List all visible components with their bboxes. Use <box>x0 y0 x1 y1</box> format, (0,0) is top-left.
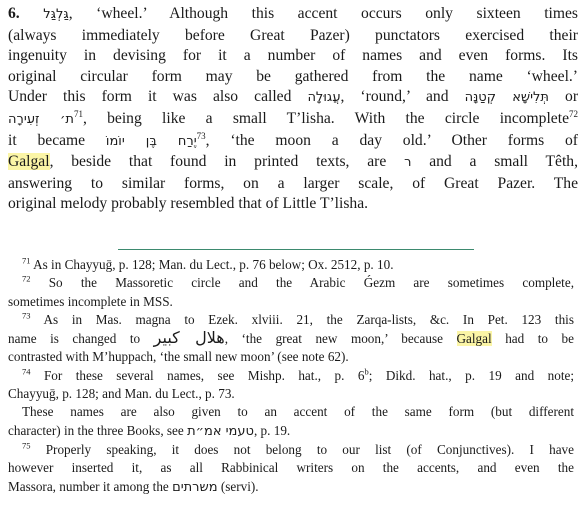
main-line-4: original circular form may be gathered from the name ‘wheel.’ <box>8 67 578 85</box>
footnote-75: $^{75}$ Properly speaking, it does not belong to our list (of Conjunctives). I have however inserted it, as all Rabbinical writers on the accents, and even the Massora, number it among the משרתים (servi). <box>8 440 574 495</box>
main-line-3: ingenuity in devising for it a number of names and even forms. Its <box>8 47 578 65</box>
hebrew-three-books: טעמי אמ״ת <box>187 423 254 439</box>
footnote-74-continued: These names are also given to an accent of the same form (but different character) in the three Books, see טעמי אמ״ת, p. 19. <box>8 404 574 439</box>
accent-sign-icon: ר <box>404 155 412 171</box>
main-line-9: answering to similar forms, on a larger scale, of Great Pazer. The <box>8 174 578 192</box>
arabic-great-new-moon: هلال كبير <box>153 328 225 348</box>
highlight-galgal-2: Galgal <box>456 331 492 347</box>
main-line-6: ת׳ זְעִירָה$^{71}$, being like a small T’lisha. With the circle incomplete$^{72}$ <box>8 108 578 127</box>
main-line-1: 6. גַּלְגַּל, ‘wheel.’ Although this accent occurs only sixteen times <box>8 5 578 22</box>
hebrew-servi: משרתים <box>172 479 218 495</box>
highlight-galgal-1: Galgal <box>8 153 50 171</box>
hebrew-round: עֲגוּלָה <box>307 90 341 106</box>
hebrew-galgal: גַּלְגַּל <box>43 7 69 22</box>
main-paragraph <box>8 4 578 215</box>
footnote-divider <box>118 249 474 250</box>
section-number: 6. <box>8 5 20 22</box>
footnote-73: $^{73}$ As in Mas. magna to Ezek. xlviii. 21, the Zarqa-lists, &c. In Pet. 123 this name is changed to هلال كبير, ‘the great new moon,’ because Galgal had to be contrasted with M’huppach, ‘the small new moon’ (see note 62). <box>8 310 574 365</box>
hebrew-small-tlisha: תְּלִישָׁא קְטַנָּה <box>464 90 549 106</box>
main-line-10: original melody probably resembled that of Little T’lisha. <box>8 195 369 213</box>
hebrew-moon-day: יֶרַח בֶּן יוֹמוֹ <box>105 133 197 149</box>
main-line-8: Galgal, beside that found in printed texts, are ר and a small Têth, <box>8 152 578 174</box>
main-line-2: (always immediately before Great Pazer) punctators exercised their <box>8 26 578 44</box>
footnote-72: $^{72}$ So the Massoretic circle and the Arabic Ǵezm are sometimes complete, sometimes incomplete in MSS. <box>8 273 574 309</box>
footnotes <box>8 256 574 497</box>
footnote-74: $^{74}$ For these several names, see Mishp. hat., p. 6$^b$; Dikd. hat., p. 19 and note; Chayyuḡ, p. 128; and Man. du Lect., p. 73. <box>8 366 575 402</box>
main-line-7: it became יֶרַח בֶּן יוֹמוֹ$^{73}$, ‘the moon a day old.’ Other forms of <box>8 130 578 149</box>
footnote-71: $^{71}$ As in Chayyuḡ, p. 128; Man. du Lect., p. 76 below; Ox. 2512, p. 10. <box>22 255 394 272</box>
main-line-5: Under this form it was also called עֲגוּלָה, ‘round,’ and תְּלִישָׁא קְטַנָּה or <box>8 88 579 106</box>
hebrew-tlisha-alt: ת׳ זְעִירָה <box>8 111 74 127</box>
